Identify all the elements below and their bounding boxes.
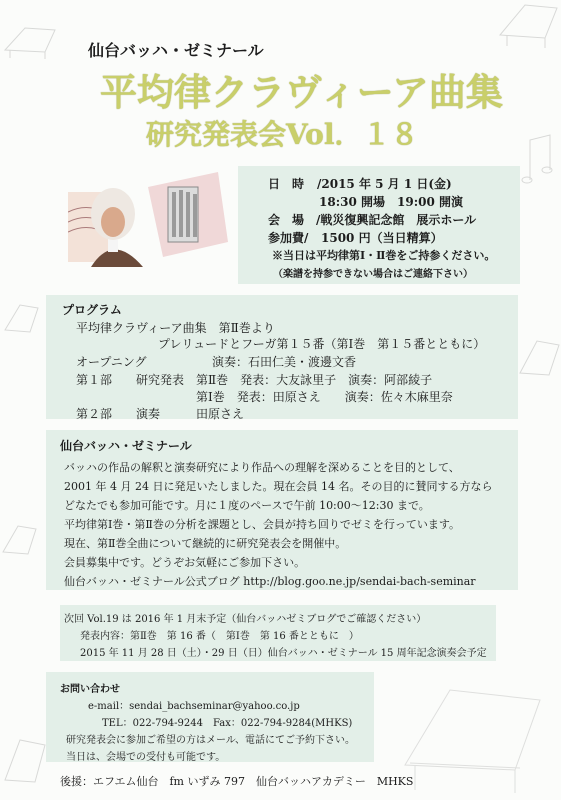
piano-sketch-bottom-left	[0, 730, 50, 790]
organizer-name: 仙台バッハ・ゼミナール	[88, 41, 264, 60]
piano-sketch-left-mid	[0, 300, 40, 340]
event-time: 18:30 開場 19:00 開演	[319, 195, 464, 209]
program-part1-row2: 第Ⅰ巻 発表：田原さえ 演奏：佐々木麻里奈	[196, 390, 453, 404]
contact-heading: お問い合わせ	[60, 684, 120, 695]
event-note-bring-scores: ※当日は平均律第Ⅰ・Ⅱ巻をご持参ください。	[272, 249, 496, 262]
piano-sketch-bottom-right	[395, 675, 545, 795]
program-opening-label: オープニング	[76, 355, 147, 369]
program-part2-value: 田原さえ	[196, 407, 245, 421]
bach-organ-illustration	[68, 172, 228, 270]
seminar-line: 平均律第Ⅰ巻・第Ⅱ巻の分析を課題とし、会員が持ち回りでゼミを行っています。	[64, 518, 460, 531]
program-part1-row1: 第Ⅱ巻 発表：大友詠里子 演奏：阿部綾子	[196, 373, 433, 387]
event-venue-label: 会 場	[268, 213, 305, 227]
contact-email: e-mail：sendai_bachseminar@yahoo.co.jp	[88, 701, 300, 712]
event-date: /2015 年 5 月 1 日(金)	[317, 177, 452, 191]
event-date-label: 日 時	[268, 177, 305, 191]
page-subtitle: 研究発表会Vol．１８	[146, 118, 419, 151]
program-part1-label: 第１部 研究発表	[76, 373, 185, 387]
contact-note-walk-in: 当日は、会場での受付も可能です。	[66, 752, 226, 763]
program-heading: プログラム	[62, 303, 122, 317]
seminar-line: 会員募集中です。どうぞお気軽にご参加下さい。	[64, 556, 306, 569]
program-line-prelude-fugue: プレリュードとフーガ第１５番（第Ⅰ巻 第１５番とともに）	[158, 337, 486, 351]
program-line-collection: 平均律クラヴィーア曲集 第Ⅱ巻より	[76, 321, 275, 335]
seminar-line: どなたでも参加可能です。月に１度のペースで午前 10:00～12:30 まで。	[64, 499, 430, 512]
sponsors-line: 後援：エフエム仙台 fm いずみ 797 仙台バッハアカデミー MHKS	[60, 775, 414, 788]
next-event-line1: 次回 Vol.19 は 2016 年 1 月末予定（仙台バッハゼミブログでご確認ください）	[64, 614, 427, 625]
seminar-line: バッハの作品の解釈と演奏研究により作品への理解を深めることを目的として、	[64, 461, 460, 474]
piano-sketch-top-right	[495, 0, 561, 50]
next-event-line3: 2015 年 11 月 28 日（土）・29 日（日）仙台バッハ・ゼミナール 15 周年記念演奏会予定	[80, 648, 487, 659]
next-event-line2: 発表内容：第Ⅱ巻 第 16 番（ 第Ⅰ巻 第 16 番とともに ）	[80, 631, 359, 642]
event-fee: 1500 円（当日精算）	[321, 231, 443, 245]
event-note-contact: （楽譜を持参できない場合はご連絡下さい）	[273, 269, 473, 280]
contact-note-reservation: 研究発表会に参加ご希望の方はメール、電話にてご予約下さい。	[66, 735, 355, 746]
program-part2-label: 第２部 演奏	[76, 407, 161, 421]
contact-phone: TEL：022-794-9244 Fax：022-794-9284(MHKS)	[102, 718, 353, 729]
seminar-heading: 仙台バッハ・ゼミナール	[60, 439, 192, 453]
music-note-sketch-right	[520, 130, 560, 190]
piano-sketch-top-left	[0, 20, 60, 60]
piano-sketch-right-mid	[515, 335, 561, 385]
program-opening-value: 演奏：石田仁美・渡邊文香	[212, 355, 357, 369]
seminar-line: 2001 年 4 月 24 日に発足いたしました。現在会員 14 名。その目的に賛同する方なら	[64, 480, 493, 493]
event-fee-label: 参加費/	[268, 231, 309, 245]
seminar-line: 現在、第Ⅱ巻全曲について継続的に研究発表会を開催中。	[64, 537, 347, 550]
page-title: 平均律クラヴィーア曲集	[100, 70, 503, 114]
seminar-blog-line: 仙台バッハ・ゼミナール公式ブログ http://blog.goo.ne.jp/sendai-bach-seminar	[64, 575, 476, 588]
event-venue: /戦災復興記念館 展示ホール	[316, 213, 477, 227]
piano-sketch-left-lower	[0, 520, 40, 560]
